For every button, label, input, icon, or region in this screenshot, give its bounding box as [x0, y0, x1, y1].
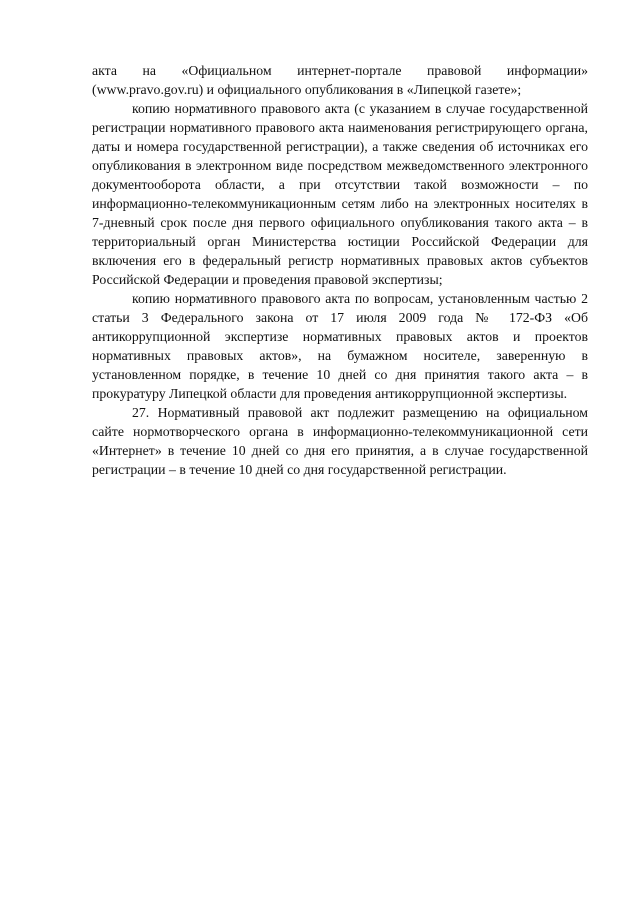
document-body	[92, 61, 588, 479]
paragraph-ministry-of-justice-copy: копию нормативного правового акта (с указанием в случае государственной регистрации нормативного правового акта наименования регистрирующего органа, даты и номера государственной регистрации), а также сведения об источниках его опубликования в электронном виде посредством межведомственного электронного документооборота области, а при отсутствии такой возможности – по информационно-телекоммуникационным сетям либо на электронных носителях в 7-дневный срок после дня первого официального опубликования такого акта – в территориальный орган Министерства юстиции Российской Федерации для включения его в федеральный регистр нормативных правовых актов субъектов Российской Федерации и проведения правовой экспертизы;	[92, 101, 588, 287]
paragraph-publication-continuation: акта на «Официальном интернет-портале правовой информации» (www.pravo.gov.ru) и официального опубликования в «Липецкой газете»;	[92, 63, 588, 97]
paragraph-item-27: 27. Нормативный правовой акт подлежит размещению на официальном сайте нормотворческого органа в информационно-телекоммуникационной сети «Интернет» в течение 10 дней со дня его принятия, а в случае государственной регистрации – в течение 10 дней со дня государственной регистрации.	[92, 405, 588, 477]
paragraph-prosecutor-copy: копию нормативного правового акта по вопросам, установленным частью 2 статьи 3 Федерального закона от 17 июля 2009 года № 172-ФЗ «Об антикоррупционной экспертизе нормативных правовых актов и проектов нормативных правовых актов», на бумажном носителе, заверенную в установленном порядке, в течение 10 дней со дня принятия такого акта – в прокуратуру Липецкой области для проведения антикоррупционной экспертизы.	[92, 291, 588, 401]
